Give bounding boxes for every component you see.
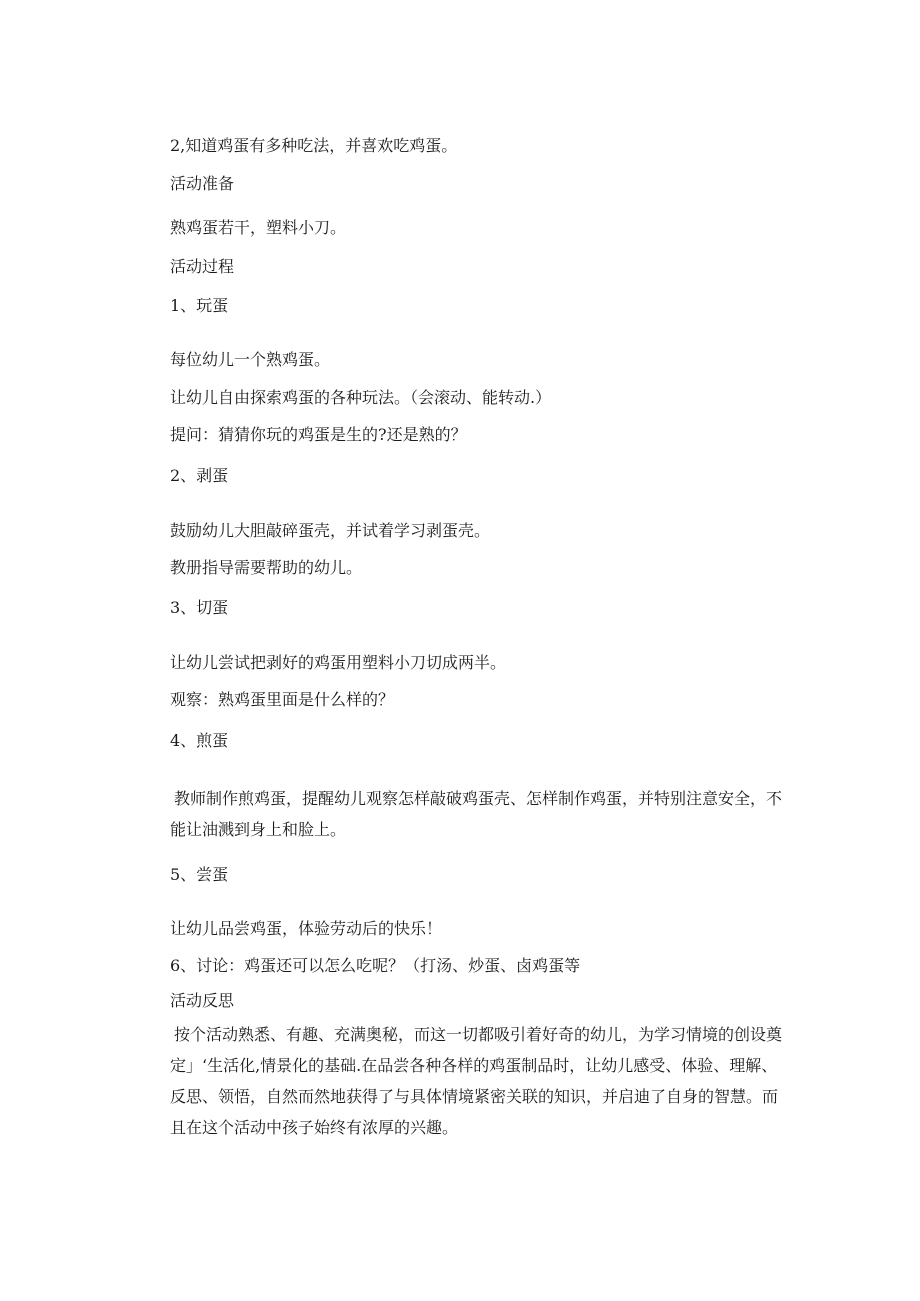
step-1-text-2: 让幼儿自由探索鸡蛋的各种玩法。（会滚动、能转动.） xyxy=(170,388,552,407)
step-1-text-1: 每位幼儿一个熟鸡蛋。 xyxy=(170,350,331,369)
step-4-title: 4、煎蛋 xyxy=(170,731,229,750)
step-3-observe: 观察：熟鸡蛋里面是什么样的？ xyxy=(170,690,395,709)
step-6-discussion: 6、讨论：鸡蛋还可以怎么吃呢？（打汤、炒蛋、卤鸡蛋等 xyxy=(170,956,581,975)
step-4-text: 教师制作煎鸡蛋，提醒幼儿观察怎样敲破鸡蛋壳、怎样制作鸡蛋，并特别注意安全，不能让油溅到身上和脸上。 xyxy=(170,789,783,839)
step-2-text-2: 教册指导需要帮助的幼儿。 xyxy=(170,558,363,577)
step-3-title: 3、切蛋 xyxy=(170,598,229,617)
heading-process: 活动过程 xyxy=(170,257,235,276)
step-5-title: 5、尝蛋 xyxy=(170,865,229,884)
reflection-text: 按个活动熟悉、有趣、充满奥秘，而这一切都吸引着好奇的幼儿，为学习情境的创设奠定」‘生活化,情景化的基础.在品尝各种各样的鸡蛋制品时，让幼儿感受、体验、理解、反思、领悟，自然而然地获得了与具体情境紧密关联的知识，并启迪了自身的智慧。而且在这个活动中孩子始终有浓厚的兴趣。 xyxy=(170,1025,783,1137)
heading-reflection: 活动反思 xyxy=(170,991,235,1010)
preparation-text: 熟鸡蛋若干，塑料小刀。 xyxy=(170,218,347,237)
goal-2-text: 2,知道鸡蛋有多种吃法，并喜欢吃鸡蛋。 xyxy=(170,136,458,155)
heading-preparation: 活动准备 xyxy=(170,174,235,193)
step-2-title: 2、剥蛋 xyxy=(170,466,229,485)
step-1-title: 1、玩蛋 xyxy=(170,296,229,315)
step-1-question: 提问：猜猜你玩的鸡蛋是生的?还是熟的？ xyxy=(170,425,467,444)
step-5-text: 让幼儿品尝鸡蛋，体验劳动后的快乐！ xyxy=(170,919,443,938)
step-2-text-1: 鼓励幼儿大胆敲碎蛋壳，并试着学习剥蛋壳。 xyxy=(170,521,491,540)
step-3-text-1: 让幼儿尝试把剥好的鸡蛋用塑料小刀切成两半。 xyxy=(170,653,507,672)
